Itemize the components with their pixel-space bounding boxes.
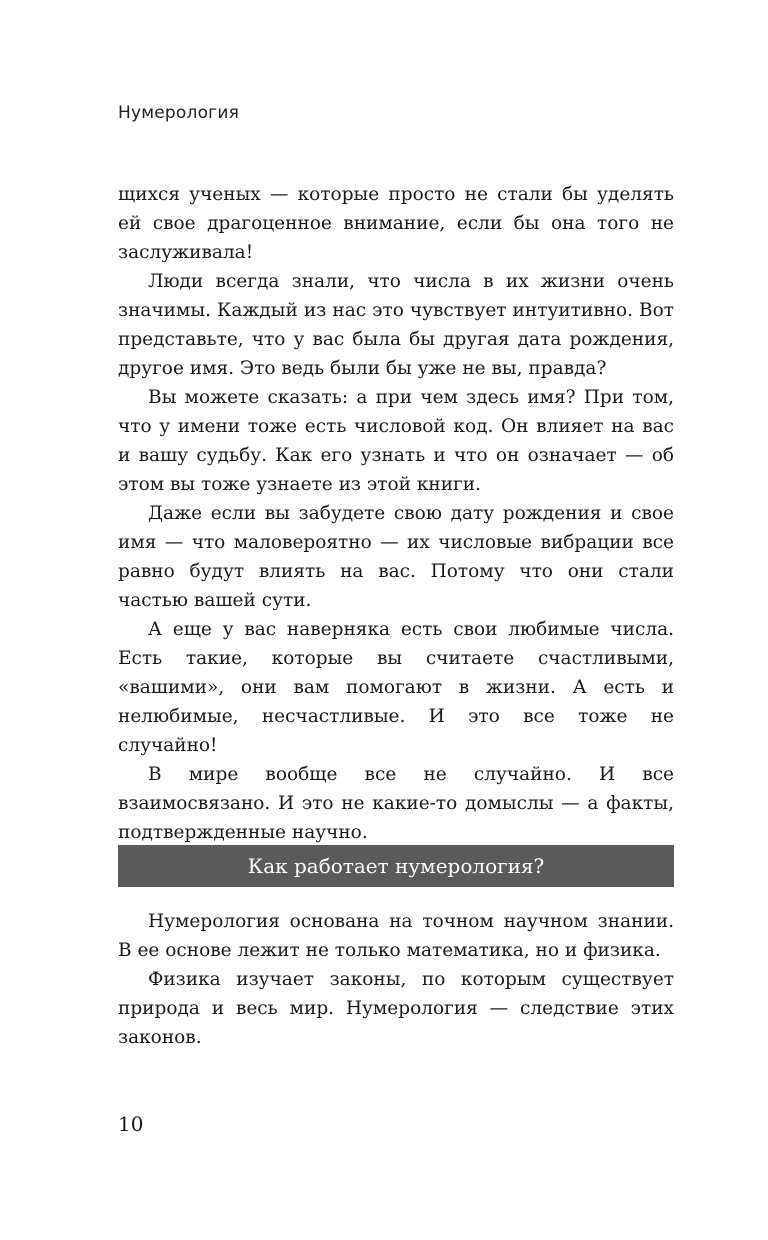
page-number: 10 bbox=[118, 1112, 144, 1136]
body-text-top bbox=[118, 180, 674, 847]
body-text-bottom bbox=[118, 907, 674, 1052]
paragraph: Физика изучает законы, по которым существует природа и весь мир. Нумерология — следствие этих законов. bbox=[118, 969, 674, 1048]
paragraph: Люди всегда знали, что числа в их жизни очень значимы. Каждый из нас это чувствует интуитивно. Вот представьте, что у вас была бы другая дата рождения, другое имя. Это ведь были бы уже не вы, правда? bbox=[118, 271, 674, 379]
running-head: Нумерология bbox=[118, 103, 239, 123]
paragraph: В мире вообще все не случайно. И все взаимосвязано. И это не какие-то домыслы — а факты, подтвержденные научно. bbox=[118, 764, 674, 843]
paragraph: Нумерология основана на точном научном знании. В ее основе лежит не только математика, но и физика. bbox=[118, 911, 674, 961]
paragraph: А еще у вас наверняка есть свои любимые числа. Есть такие, которые вы считаете счастливыми, «вашими», они вам помогают в жизни. А есть и нелюбимые, несчастливые. И это все тоже не случайно! bbox=[118, 619, 674, 756]
section-heading: Как работает нумерология? bbox=[118, 845, 674, 887]
paragraph: Вы можете сказать: а при чем здесь имя? При том, что у имени тоже есть числовой код. Он влияет на вас и вашу судьбу. Как его узнать и что он означает — об этом вы тоже узнаете из этой книги. bbox=[118, 387, 674, 495]
paragraph: Даже если вы забудете свою дату рождения и свое имя — что маловероятно — их числовые вибрации все равно будут влиять на вас. Потому что они стали частью вашей сути. bbox=[118, 503, 674, 611]
paragraph: щихся ученых — которые просто не стали бы уделять ей свое драгоценное внимание, если бы она того не заслуживала! bbox=[118, 184, 674, 263]
